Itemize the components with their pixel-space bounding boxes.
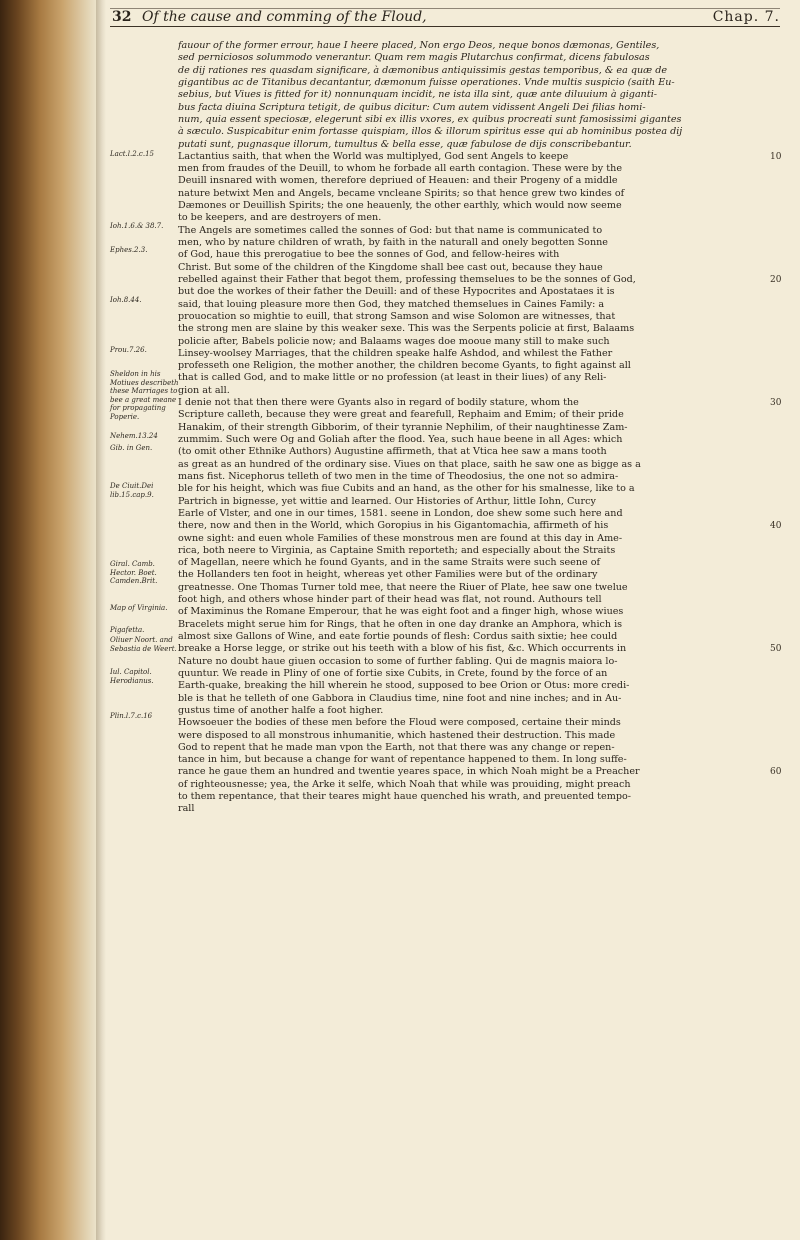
- margin-note: Gib. in Gen.: [110, 444, 153, 452]
- text-line: that is called God, and to make little or no profession (at least in their liues) of any Reli-: [178, 372, 607, 384]
- text-line: Earle of Vlster, and one in our times, 1581. seene in London, doe shew some such here and: [178, 507, 623, 519]
- margin-note: Ioh.1.6.& 38.7.: [110, 222, 164, 230]
- margin-note: Oliuer Noort. and Sebastia de Weert.: [110, 636, 177, 653]
- margin-note: Ephes.2.3.: [110, 246, 148, 254]
- text-line: Christ. But some of the children of the Kingdome shall bee cast out, because they haue: [178, 261, 603, 273]
- chapter-label: Chap. 7.: [712, 9, 780, 25]
- text-line: [178, 840, 760, 852]
- text-line: tance in him, but because a change for want of repentance happened to them. In long suffe-: [178, 754, 627, 766]
- text-line: to be keepers, and are destroyers of men.: [178, 212, 382, 224]
- margin-note: Map of Virginia.: [110, 604, 168, 612]
- margin-note: Giral. Camb. Hector. Boet. Camden.Brit.: [110, 560, 158, 585]
- text-line: mans fist. Nicephorus telleth of two men in the time of Theodosius, the one not so admira-: [178, 470, 619, 482]
- line-number: 60: [770, 767, 782, 777]
- book-spine-gutter: [0, 0, 102, 1240]
- text-line: (to omit other Ethnike Authors) Augustine affirmeth, that at Vtica hee saw a mans tooth: [178, 446, 607, 458]
- text-line: quuntur. We reade in Pliny of one of fortie sixe Cubits, in Crete, found by the force of an: [178, 667, 608, 679]
- margin-note: Sheldon in his Motiues describeth these Marriages to bee a great meane for propagating Poperie.: [110, 370, 179, 421]
- text-line: Scripture calleth, because they were great and fearefull, Rephaim and Emim; of their pride: [178, 409, 624, 421]
- text-line: I denie not that then there were Gyants also in regard of bodily stature, whom the: [178, 397, 579, 409]
- text-line: nature betwixt Men and Angels, became vncleane Spirits; so that hence grew two kindes of: [178, 187, 625, 199]
- text-line: owne sight: and euen whole Families of these monstrous men are found at this day in Ame-: [178, 532, 623, 544]
- text-line: Deuill insnared with women, therefore depriued of Heauen: and their Progeny of a middle: [178, 175, 618, 187]
- text-line: policie after, Babels policie now; and Balaams wages doe mooue many still to make such: [178, 335, 610, 347]
- text-line: there, now and then in the World, which Goropius in his Gigantomachia, affirmeth of his: [178, 520, 609, 532]
- text-line: [178, 828, 760, 840]
- text-line: almost sixe Gallons of Wine, and eate fortie pounds of flesh: Cordus saith sixtie; hee could: [178, 631, 618, 642]
- margin-note: Plin.l.7.c.16: [110, 712, 153, 720]
- gutter-shadow: [96, 0, 106, 1240]
- text-line: rebelled against their Father that begot them, professing themselues to be the sonnes of God,: [178, 273, 636, 285]
- text-line: prouocation so mightie to euill, that strong Samson and wise Solomon are witnesses, that: [178, 310, 616, 322]
- text-line: [178, 853, 760, 865]
- text-line: zummim. Such were Og and Goliah after the flood. Yea, such haue beene in all Ages: which: [178, 434, 623, 445]
- text-line: fauour of the former errour, haue I heere placed, Non ergo Deos, neque bonos dæmonas, Gentiles,: [178, 40, 660, 51]
- text-line: the strong men are slaine by this weaker sexe. This was the Serpents policie at first, Balaams: [178, 323, 635, 335]
- text-line: of Maximinus the Romane Emperour, that he was eight foot and a finger high, whose wiues: [178, 606, 624, 618]
- line-number: 20: [770, 275, 782, 285]
- text-line: [178, 865, 760, 877]
- margin-note: Pigafetta.: [110, 626, 145, 634]
- text-line: Earth-quake, breaking the hill wherein he stood, supposed to bee Orion or Otus: more credi-: [178, 680, 630, 692]
- text-line: de dij rationes res quasdam significare, à dæmonibus antiquissimis gestas temporibus, & ea quæ de: [178, 64, 668, 76]
- text-line: of Magellan, neere which he found Gyants, and in the same Straits were such seene of: [178, 557, 601, 569]
- text-line: men from fraudes of the Deuill, to whom he forbade all earth contagion. These were by the: [178, 163, 622, 175]
- margin-note: Prou.7.26.: [110, 346, 147, 354]
- text-line: God to repent that he made man vpon the Earth, not that there was any change or repen-: [178, 741, 615, 753]
- running-header: [112, 9, 780, 25]
- text-line: as great as an hundred of the ordinary sise. Viues on that place, saith he saw one as bigge as a: [178, 458, 641, 470]
- text-line: Lactantius saith, that when the World was multiplyed, God sent Angels to keepe: [178, 150, 569, 162]
- text-line: professeth one Religion, the mother another, the children become Gyants, to fight against all: [178, 360, 631, 372]
- text-line: breake a Horse legge, or strike out his teeth with a blow of his fist, &c. Which occurrents in: [178, 643, 627, 655]
- text-line: the Hollanders ten foot in height, whereas yet other Families were but of the ordinary: [178, 569, 598, 581]
- line-number: 40: [770, 521, 782, 531]
- text-line: foot high, and others whose hinder part of their head was flat, not round. Authours tell: [178, 594, 602, 606]
- text-line: putati sunt, pugnasque illorum, tumultus & bella esse, quæ fabulose de dijs conscribebantur.: [178, 138, 632, 150]
- text-line: Nature no doubt haue giuen occasion to some of further fabling. Qui de magnis maiora lo-: [178, 655, 618, 667]
- text-line: ble is that he telleth of one Gabbora in Claudius time, nine foot and nine inches; and in Au-: [178, 692, 622, 704]
- text-line: rall: [178, 803, 195, 815]
- running-title: Of the cause and comming of the Floud,: [142, 9, 427, 25]
- text-line: rica, both neere to Virginia, as Captaine Smith reporteth; and especially about the Straits: [178, 544, 616, 556]
- margin-note: Iul. Capitol. Herodianus.: [110, 668, 154, 685]
- text-line: Hanakim, of their strength Gibborim, of their tyrannie Nephilim, of their naughtinesse Zam-: [178, 421, 628, 433]
- text-line: [178, 877, 760, 889]
- text-line: sed perniciosos solummodo venerantur. Quam rem magis Plutarchus confirmat, dicens fabulosas: [178, 52, 650, 64]
- text-line: to them repentance, that their teares might haue quenched his wrath, and preuented tempo-: [178, 791, 631, 803]
- text-line: [178, 816, 760, 828]
- margin-note: Nehem.13.24: [110, 432, 158, 440]
- text-line: rance he gaue them an hundred and twentie yeares space, in which Noah might be a Preacher: [178, 766, 640, 778]
- text-line: num, quia essent speciosæ, elegerunt sibi ex illis vxores, ex quibus procreati sunt famosissimi gigantes: [178, 113, 682, 125]
- text-line: said, that louing pleasure more then God, they matched themselues in Caines Family: a: [178, 298, 605, 310]
- text-line: but doe the workes of their father the Deuill: and of these Hypocrites and Apostataes it is: [178, 286, 615, 298]
- text-line: The Angels are sometimes called the sonnes of God: but that name is communicated to: [178, 224, 603, 236]
- text-line: Linsey-woolsey Marriages, that the children speake halfe Ashdod, and whilest the Father: [178, 347, 613, 359]
- text-line: Partrich in bignesse, yet wittie and learned. Our Histories of Arthur, little Iohn, Curcy: [178, 495, 596, 507]
- text-line: bus facta diuina Scriptura tetigit, de quibus dicitur: Cum autem vidissent Angeli Dei filias homi-: [178, 101, 646, 113]
- line-number: 30: [770, 398, 782, 408]
- page-number: 32: [112, 9, 132, 25]
- text-line: greatnesse. One Thomas Turner told mee, that neere the Riuer of Plate, hee saw one twelue: [178, 581, 628, 593]
- text-line: ble for his height, which was fiue Cubits and an hand, as the other for his smalnesse, like to a: [178, 483, 635, 495]
- text-line: of God, haue this prerogatiue to bee the sonnes of God, and fellow-heires with: [178, 249, 560, 261]
- text-line: Howsoeuer the bodies of these men before the Floud were composed, certaine their minds: [178, 717, 621, 729]
- text-line: were disposed to all monstrous inhumanitie, which hastened their destruction. This made: [178, 729, 616, 741]
- text-line: gigantibus ac de Titanibus decantantur, dæmonum fuisse operationes. Vnde multis suspicio (saith Eu-: [178, 76, 675, 88]
- text-line: gustus time of another halfe a foot higher.: [178, 704, 384, 716]
- margin-note: Lact.l.2.c.15: [110, 150, 154, 158]
- margin-note: De Ciuit.Dei lib.15.cap.9.: [110, 482, 154, 499]
- line-number: 50: [770, 644, 782, 654]
- margin-note: Ioh.8.44.: [110, 296, 142, 304]
- text-line: Dæmones or Deuillish Spirits; the one heauenly, the other earthly, which would now seeme: [178, 200, 622, 212]
- body-text: [178, 40, 760, 890]
- text-line: men, who by nature children of wrath, by faith in the naturall and onely begotten Sonne: [178, 237, 608, 248]
- text-line: sebius, but Viues is fitted for it) nonnunquam incidit, ne ista illa sint, quæ ante diluuium à giganti-: [178, 89, 658, 101]
- line-number: 10: [770, 152, 782, 162]
- text-line: of righteousnesse; yea, the Arke it selfe, which Noah that while was prouiding, might preach: [178, 778, 631, 790]
- header-rule: [110, 26, 780, 27]
- text-line: gion at all.: [178, 384, 230, 396]
- text-line: à sæculo. Suspicabitur enim fortasse quispiam, illos & illorum spiritus esse qui ab hominibus postea dij: [178, 126, 683, 138]
- text-line: Bracelets might serue him for Rings, that he often in one day dranke an Amphora, which is: [178, 618, 623, 630]
